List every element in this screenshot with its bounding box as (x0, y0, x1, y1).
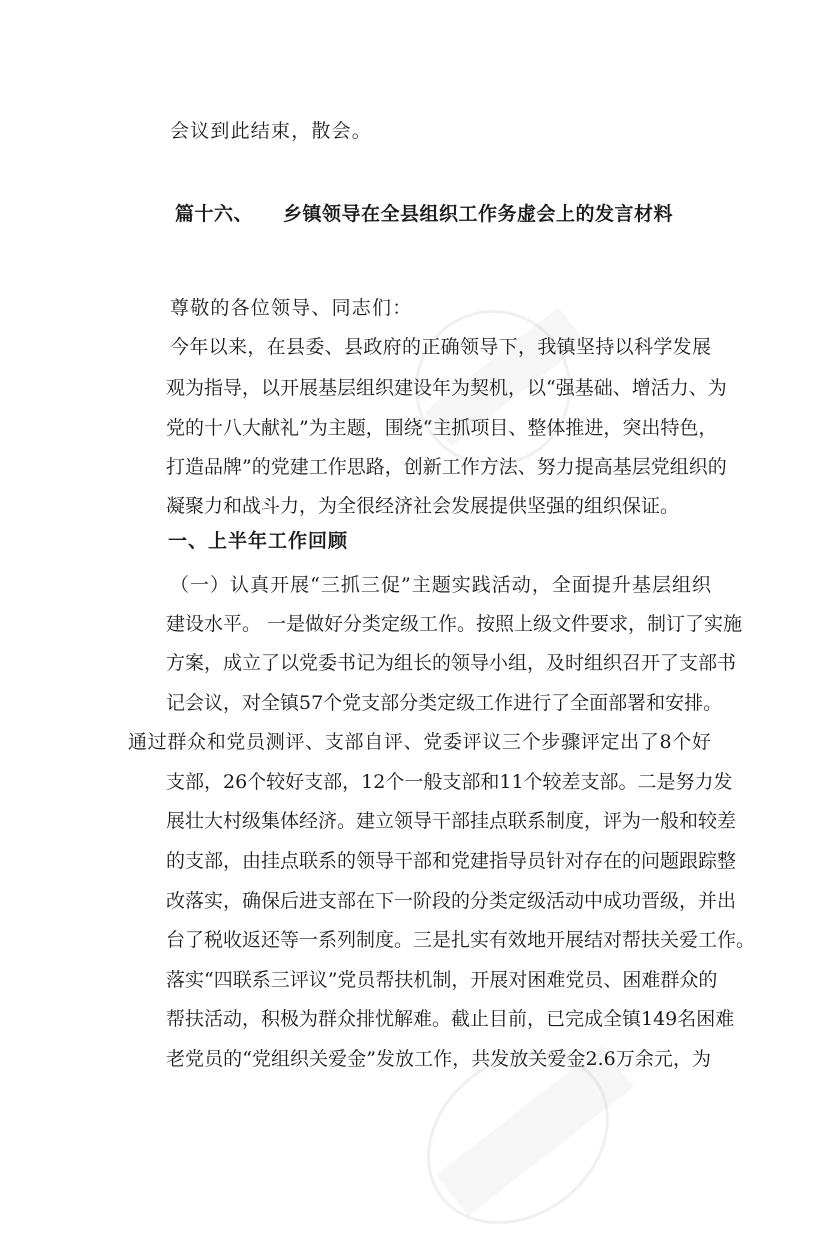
body-line: 通过群众和党员测评、支部自评、党委评议三个步骤评定出了8个好 (128, 731, 711, 753)
body-line: 的支部，由挂点联系的领导干部和党建指导员针对存在的问题跟踪整 (166, 850, 737, 872)
intro-line: 打造品牌”的党建工作思路，创新工作方法、努力提高基层党组织的 (166, 456, 727, 478)
body-line: 支部，26个较好支部，12个一般支部和11个较差支部。二是努力发 (166, 771, 733, 793)
body-line: 方案，成立了以党委书记为组长的领导小组，及时组织召开了支部书 (166, 652, 737, 674)
body-line: 建设水平。 一是做好分类定级工作。按照上级文件要求，制订了实施 (166, 613, 743, 635)
body-line: 台了税收返还等一系列制度。三是扎实有效地开展结对帮扶关爱工作。 (166, 929, 756, 951)
title-text: 乡镇领导在全县组织工作务虚会上的发言材料 (283, 203, 674, 225)
intro-line: 凝聚力和战斗力，为全很经济社会发展提供坚强的组织保证。 (166, 495, 680, 517)
body-line: 改落实，确保后进支部在下一阶段的分类定级活动中成功晋级，并出 (166, 890, 737, 912)
body-line: 落实“四联系三评议”党员帮扶机制，开展对困难党员、困难群众的 (166, 969, 718, 991)
intro-line: 党的十八大献礼”为主题，围绕“主抓项目、整体推进，突出特色， (166, 417, 718, 439)
title-number: 篇十六、 (175, 203, 254, 225)
body-line: 展壮大村级集体经济。建立领导干部挂点联系制度，评为一般和较差 (166, 810, 737, 832)
closing-line: 会议到此结束，散会。 (170, 120, 373, 142)
salutation: 尊敬的各位领导、同志们： (170, 297, 413, 319)
intro-line: 观为指导，以开展基层组织建设年为契机，以“强基础、增活力、为 (166, 377, 727, 399)
watermark-band (436, 1046, 633, 1216)
body-line: 记会议，对全镇57个党支部分类定级工作进行了全面部署和安排。 (166, 692, 723, 714)
intro-line: 今年以来，在县委、县政府的正确领导下，我镇坚持以科学发展 (170, 336, 711, 358)
section-heading: 一、上半年工作回顾 (168, 530, 349, 552)
body-line: 帮扶活动，积极为群众排忧解难。截止目前，已完成全镇149名困难 (166, 1008, 735, 1030)
body-line: 老党员的“党组织关爱金”发放工作，共发放关爱金2.6万余元，为 (166, 1048, 711, 1070)
section-title (175, 199, 673, 226)
body-line: （一）认真开展“三抓三促”主题实践活动，全面提升基层组织 (170, 574, 711, 596)
